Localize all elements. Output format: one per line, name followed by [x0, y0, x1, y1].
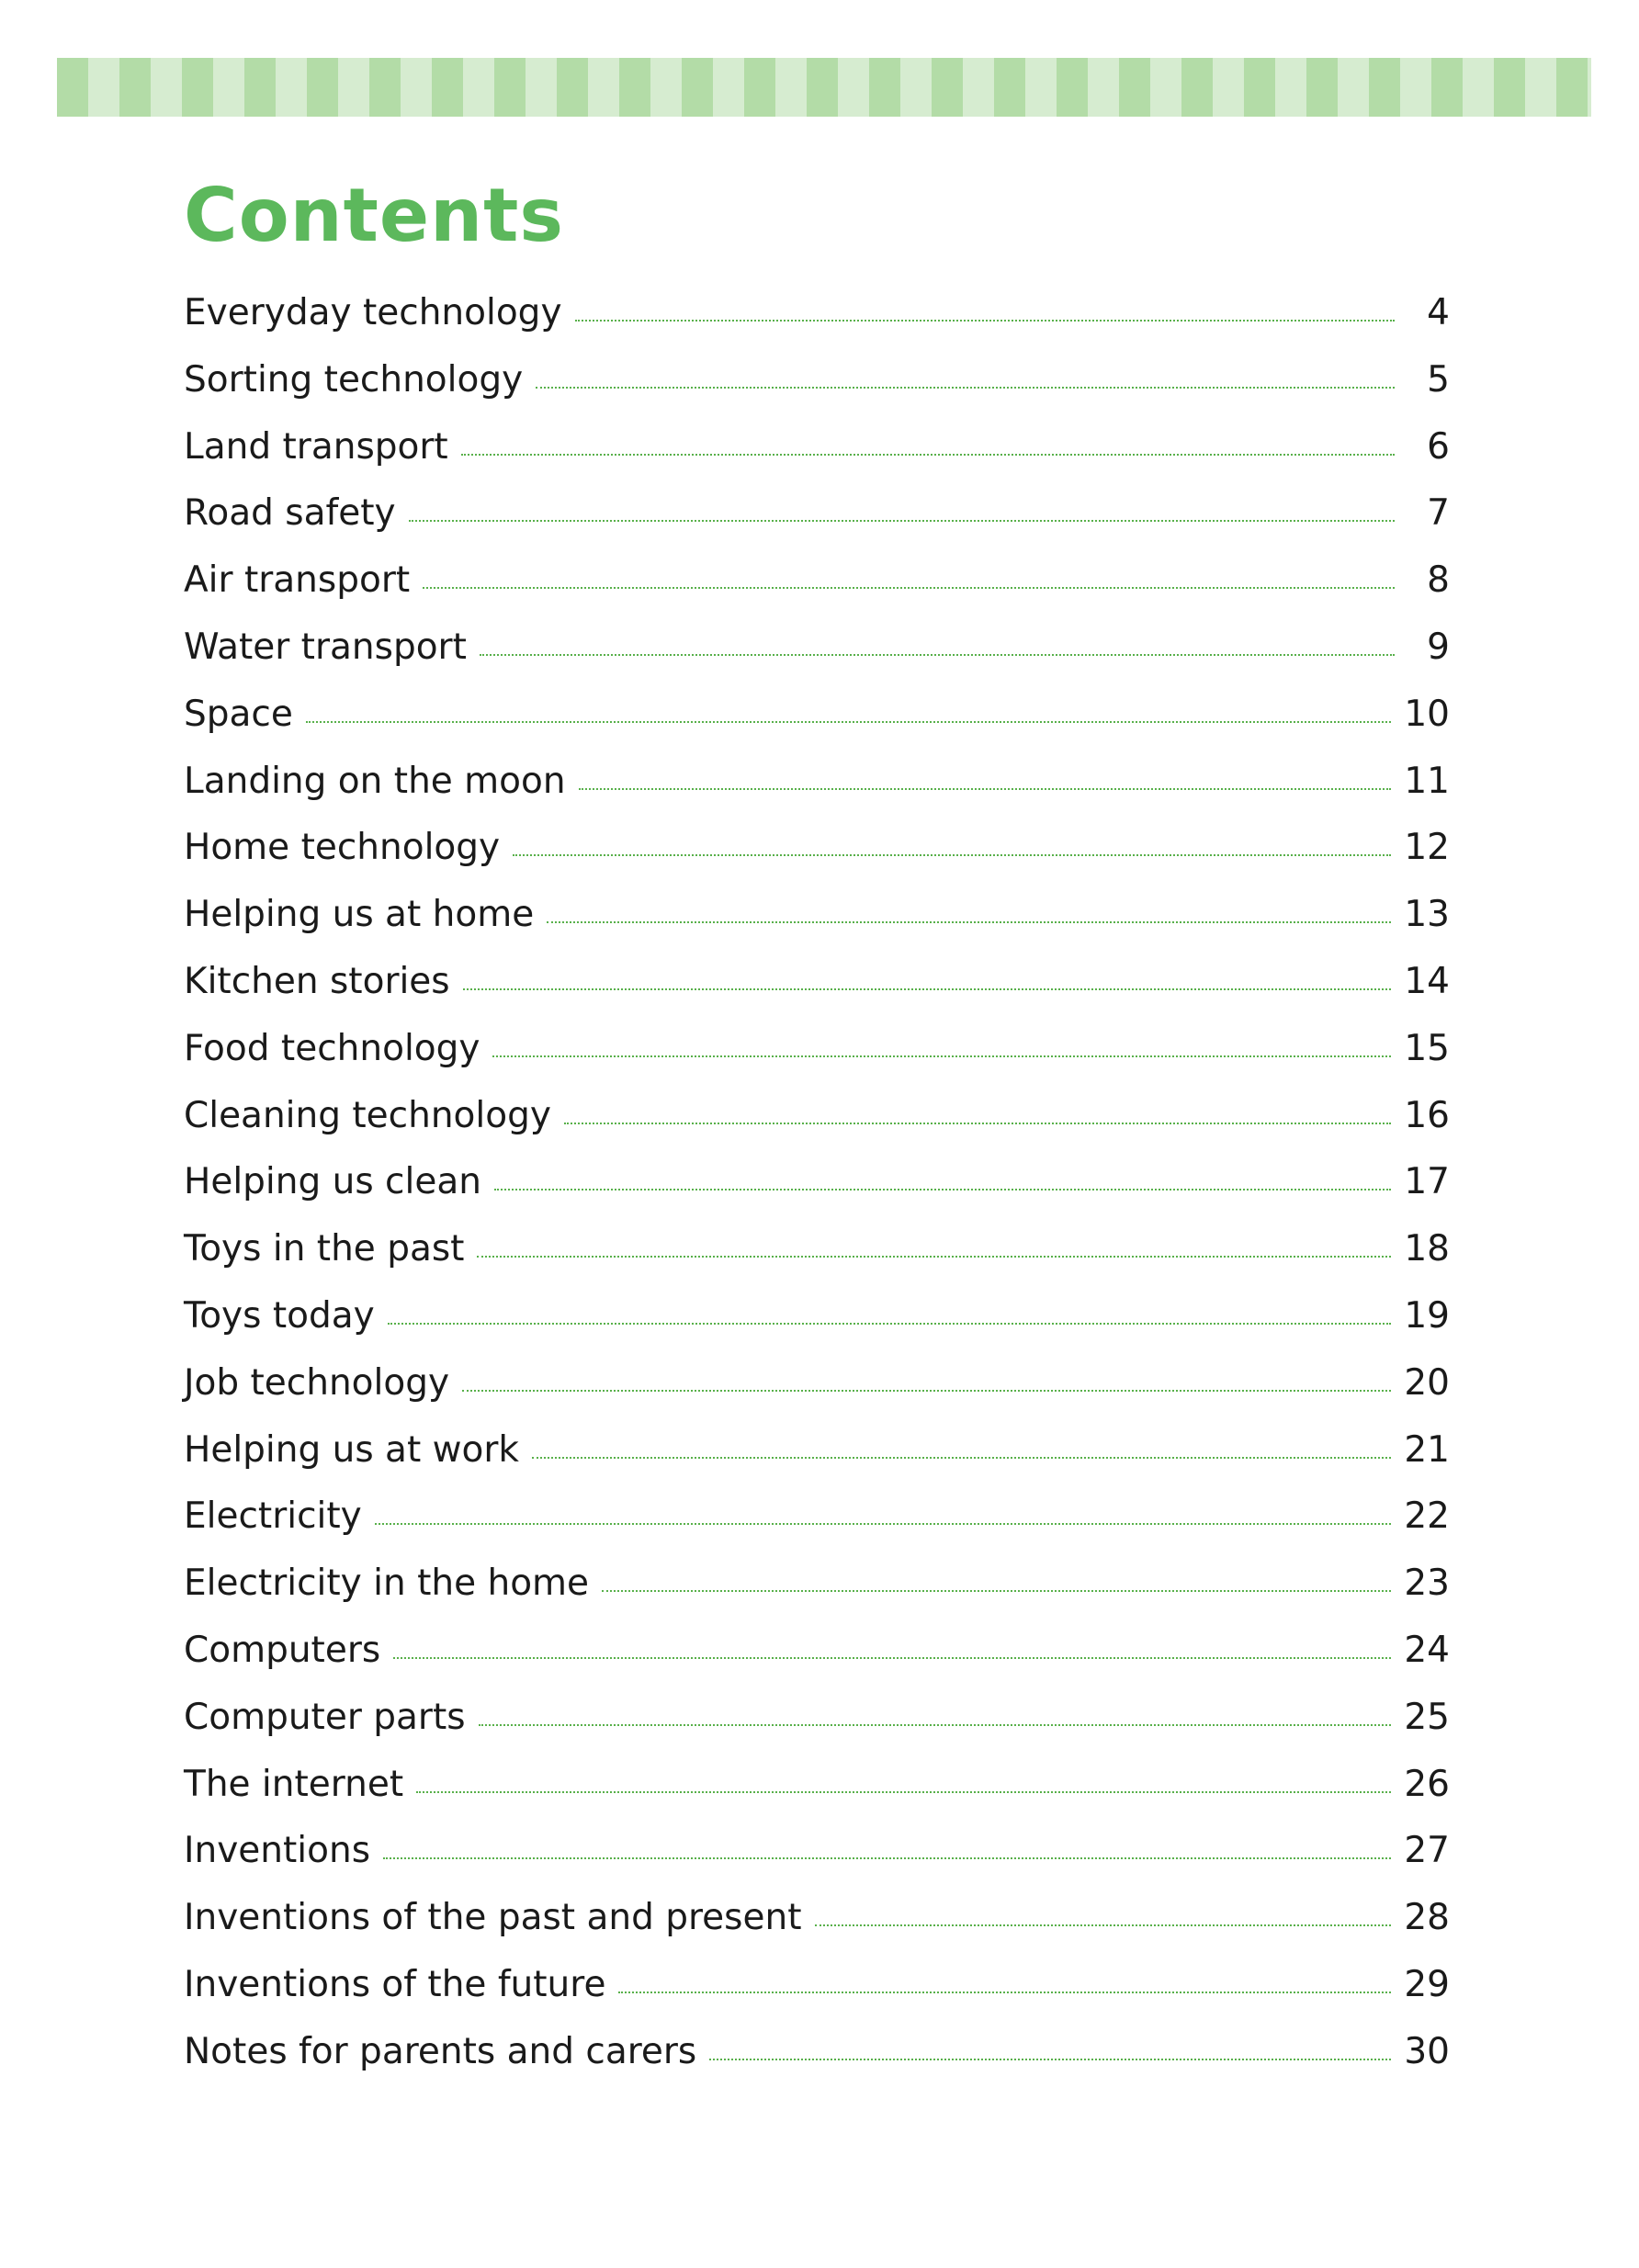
- toc-entry-label: Computers: [184, 1629, 381, 1671]
- toc-entry-label: Toys today: [184, 1294, 375, 1337]
- toc-entry-page-number: 6: [1427, 425, 1450, 468]
- dotted-leader: [375, 1523, 1392, 1525]
- toc-entry-page-number: 12: [1404, 827, 1450, 869]
- toc-entry-label: Water transport: [184, 626, 467, 668]
- toc-entry-page-number: 20: [1404, 1361, 1450, 1404]
- toc-entry-label: Helping us at work: [184, 1428, 520, 1471]
- toc-entry-label: Landing on the moon: [184, 760, 566, 802]
- toc-entry: [184, 426, 1450, 493]
- toc-entry: [184, 894, 1450, 961]
- toc-entry-page-number: 29: [1404, 1963, 1450, 2005]
- toc-entry-page-number: 23: [1404, 1563, 1450, 1605]
- dotted-leader: [494, 1189, 1391, 1190]
- dotted-leader: [480, 654, 1395, 656]
- toc-entry-page-number: 27: [1404, 1830, 1450, 1872]
- toc-entry-page-number: 13: [1404, 894, 1450, 936]
- toc-entry-page-number: 14: [1404, 960, 1450, 1002]
- toc-entry: [184, 827, 1450, 894]
- toc-entry-label: Cleaning technology: [184, 1094, 551, 1136]
- dotted-leader: [383, 1857, 1391, 1859]
- toc-entry-label: The internet: [184, 1763, 404, 1805]
- toc-entry-page-number: 4: [1427, 292, 1450, 333]
- dotted-leader: [306, 721, 1392, 723]
- toc-entry-label: Air transport: [184, 559, 411, 602]
- toc-entry: [184, 359, 1450, 426]
- dotted-leader: [393, 1657, 1391, 1659]
- toc-entry: [184, 761, 1450, 828]
- toc-entry-page-number: 18: [1404, 1228, 1450, 1270]
- toc-entry: [184, 292, 1450, 359]
- toc-entry: [184, 1095, 1450, 1162]
- toc-entry-page-number: 5: [1427, 358, 1450, 401]
- toc-entry-page-number: 25: [1404, 1696, 1450, 1738]
- toc-entry-page-number: 26: [1404, 1763, 1450, 1805]
- toc-entry: [184, 1563, 1450, 1630]
- page-title: Contents: [184, 173, 564, 258]
- table-of-contents: [184, 292, 1450, 2098]
- toc-entry-label: Helping us at home: [184, 894, 535, 936]
- dotted-leader: [513, 854, 1391, 856]
- toc-entry-label: Computer parts: [184, 1696, 466, 1738]
- toc-entry: [184, 1764, 1450, 1831]
- dotted-leader: [618, 1992, 1391, 1993]
- dotted-leader: [815, 1924, 1392, 1926]
- toc-entry: [184, 1897, 1450, 1964]
- toc-entry-label: Everyday technology: [184, 292, 562, 333]
- toc-entry: [184, 1429, 1450, 1496]
- toc-entry-page-number: 7: [1427, 492, 1450, 535]
- toc-entry-label: Space: [184, 693, 293, 735]
- toc-entry-page-number: 15: [1404, 1027, 1450, 1069]
- toc-entry: [184, 1697, 1450, 1764]
- dotted-leader: [547, 921, 1391, 923]
- toc-entry-page-number: 11: [1404, 760, 1450, 802]
- toc-entry-label: Road safety: [184, 492, 396, 535]
- toc-entry: [184, 492, 1450, 559]
- toc-entry-page-number: 9: [1427, 626, 1450, 668]
- toc-entry-page-number: 8: [1427, 559, 1450, 602]
- dotted-leader: [492, 1055, 1391, 1057]
- toc-entry: [184, 961, 1450, 1028]
- toc-entry-label: Helping us clean: [184, 1161, 481, 1203]
- toc-entry-label: Land transport: [184, 425, 448, 468]
- toc-entry: [184, 1495, 1450, 1563]
- dotted-leader: [532, 1457, 1391, 1459]
- dotted-leader: [575, 320, 1395, 322]
- dotted-leader: [388, 1323, 1392, 1325]
- toc-entry-label: Kitchen stories: [184, 960, 450, 1002]
- dotted-leader: [709, 2059, 1391, 2060]
- toc-entry-label: Inventions of the past and present: [184, 1897, 802, 1939]
- dotted-leader: [423, 587, 1395, 589]
- dotted-leader: [536, 387, 1395, 389]
- toc-entry: [184, 1362, 1450, 1429]
- dotted-leader: [463, 988, 1392, 990]
- toc-entry-page-number: 30: [1404, 2030, 1450, 2072]
- toc-entry: [184, 1028, 1450, 1095]
- dotted-leader: [416, 1791, 1391, 1793]
- toc-entry-page-number: 28: [1404, 1897, 1450, 1939]
- toc-entry-label: Electricity in the home: [184, 1563, 590, 1605]
- dotted-leader: [477, 1256, 1391, 1258]
- toc-entry-label: Home technology: [184, 827, 501, 869]
- toc-entry: [184, 2031, 1450, 2098]
- toc-entry: [184, 626, 1450, 694]
- dotted-leader: [409, 520, 1395, 522]
- toc-entry-label: Inventions: [184, 1830, 371, 1872]
- toc-entry-page-number: 24: [1404, 1629, 1450, 1671]
- toc-entry-label: Sorting technology: [184, 358, 524, 401]
- dotted-leader: [461, 454, 1395, 456]
- toc-entry: [184, 1964, 1450, 2031]
- toc-entry: [184, 694, 1450, 761]
- toc-entry: [184, 1630, 1450, 1697]
- dotted-leader: [579, 788, 1392, 790]
- toc-entry-label: Notes for parents and carers: [184, 2030, 697, 2072]
- toc-entry-page-number: 22: [1404, 1495, 1450, 1538]
- toc-entry-label: Toys in the past: [184, 1228, 465, 1270]
- dotted-leader: [564, 1123, 1391, 1124]
- toc-entry-label: Food technology: [184, 1027, 480, 1069]
- toc-entry: [184, 1228, 1450, 1295]
- dotted-leader: [479, 1724, 1392, 1726]
- decorative-stripe-banner: [57, 58, 1591, 117]
- toc-entry-page-number: 21: [1404, 1428, 1450, 1471]
- toc-entry-page-number: 10: [1404, 693, 1450, 735]
- dotted-leader: [462, 1390, 1391, 1392]
- toc-entry-page-number: 17: [1404, 1161, 1450, 1203]
- toc-entry: [184, 1295, 1450, 1362]
- toc-entry-page-number: 19: [1404, 1294, 1450, 1337]
- toc-entry-label: Job technology: [184, 1361, 450, 1404]
- toc-entry-page-number: 16: [1404, 1094, 1450, 1136]
- toc-entry: [184, 1161, 1450, 1228]
- toc-entry-label: Electricity: [184, 1495, 362, 1538]
- toc-entry-label: Inventions of the future: [184, 1963, 606, 2005]
- toc-entry: [184, 559, 1450, 626]
- dotted-leader: [602, 1590, 1391, 1592]
- toc-entry: [184, 1830, 1450, 1897]
